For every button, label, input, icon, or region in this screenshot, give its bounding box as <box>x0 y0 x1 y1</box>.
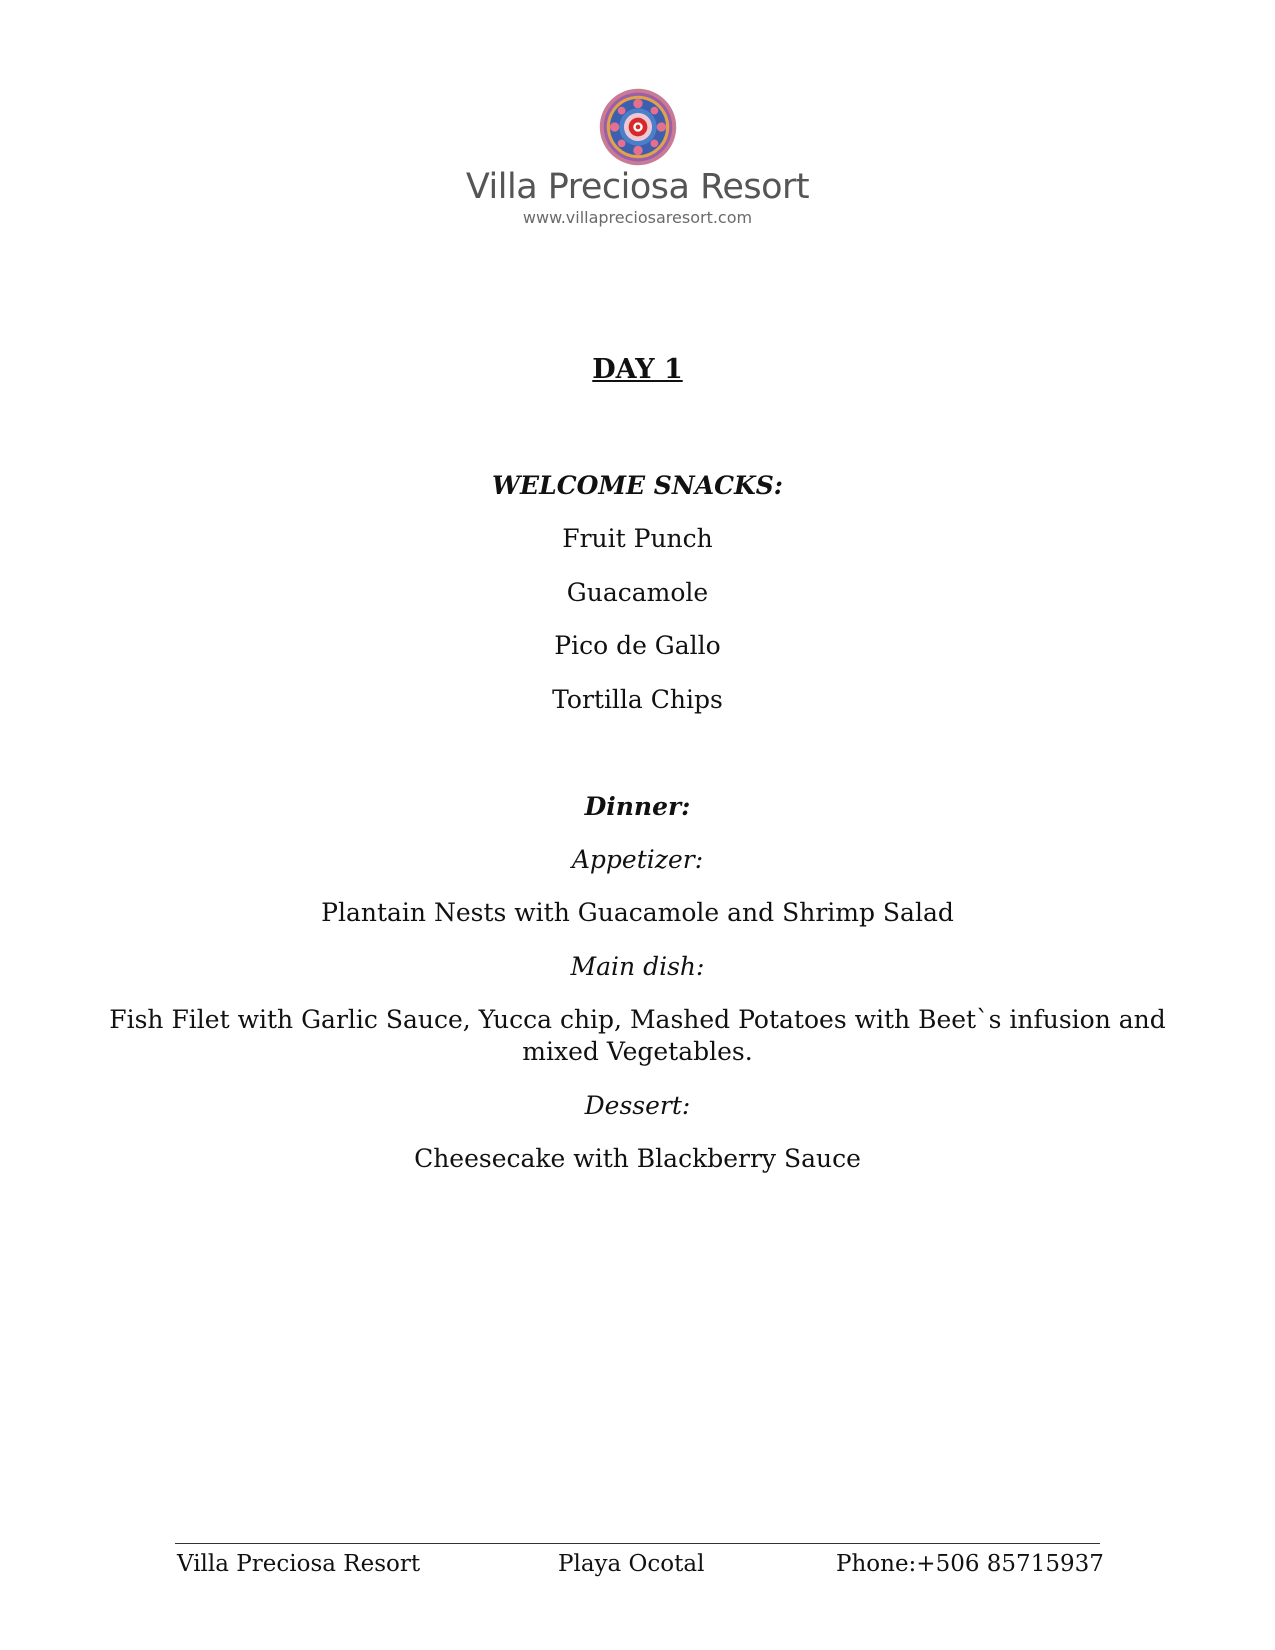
main-dish-line-1: Fish Filet with Garlic Sauce, Yucca chip, Mashed Potatoes with Beet`s infusion and <box>109 1005 1166 1034</box>
dinner-heading: Dinner: <box>584 792 691 821</box>
dessert-label: Dessert: <box>584 1091 691 1120</box>
letterhead <box>0 88 1275 228</box>
appetizer-item: Plantain Nests with Guacamole and Shrimp Salad <box>321 898 954 927</box>
welcome-item: Guacamole <box>566 578 709 607</box>
brand-name: Villa Preciosa Resort <box>465 167 810 207</box>
dessert-item: Cheesecake with Blackberry Sauce <box>414 1144 861 1173</box>
mandala-logo-icon <box>599 88 677 166</box>
welcome-snacks-heading: WELCOME SNACKS: <box>491 471 784 500</box>
brand-url: www.villapreciosaresort.com <box>522 208 753 227</box>
appetizer-label: Appetizer: <box>571 845 704 874</box>
day-title: DAY 1 <box>592 354 683 385</box>
footer-phone: Phone:+506 85715937 <box>836 1551 1104 1577</box>
footer-resort-name: Villa Preciosa Resort <box>177 1551 421 1577</box>
footer <box>175 1543 1104 1584</box>
welcome-item: Fruit Punch <box>562 524 713 553</box>
welcome-item: Tortilla Chips <box>552 685 723 714</box>
main-dish-line-2: mixed Vegetables. <box>522 1037 753 1066</box>
main-dish-label: Main dish: <box>570 952 705 981</box>
footer-location: Playa Ocotal <box>558 1551 705 1577</box>
welcome-item: Pico de Gallo <box>554 631 721 660</box>
